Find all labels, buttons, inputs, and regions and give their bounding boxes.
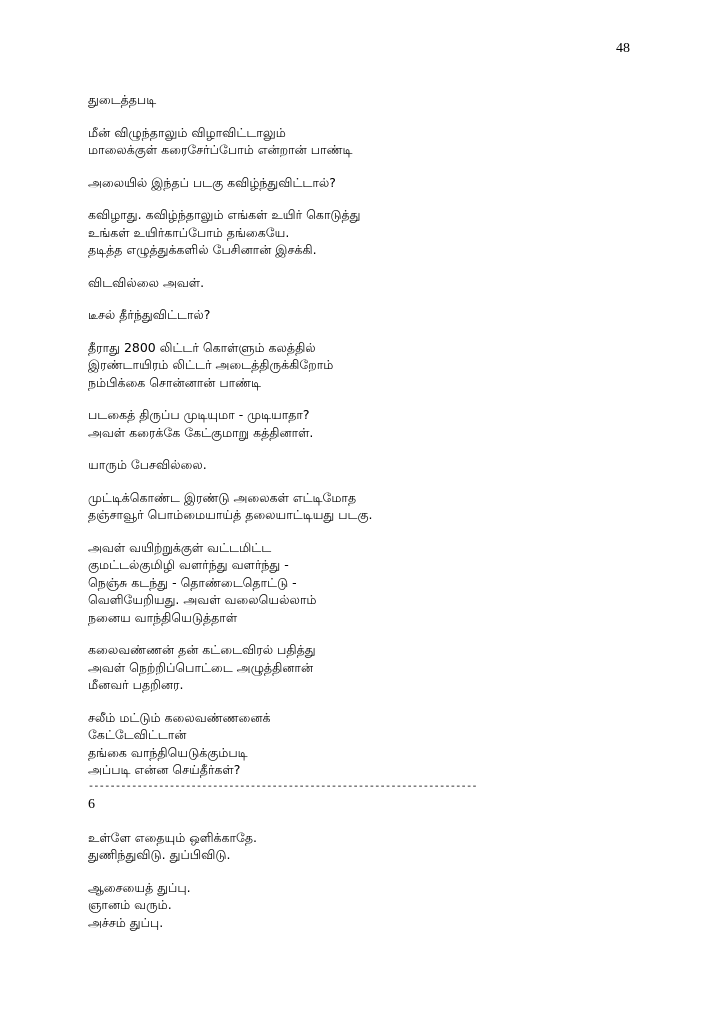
poem-line: நெஞ்சு கடந்து - தொண்டைதொட்டு - [88, 574, 297, 590]
poem-line: ஆசையைத் துப்பு. [88, 879, 191, 895]
stanza-gap [88, 694, 648, 709]
stanza-gap [88, 109, 648, 124]
poem-line: யாரும் பேசவில்லை. [88, 457, 207, 472]
poem-line: நம்பிக்கை சொன்னான் பாண்டி [88, 374, 262, 390]
poem-line: துணிந்துவிடு. துப்பிவிடு. [88, 847, 231, 862]
section-separator: ------------------------------------------------------------------------ [88, 781, 477, 793]
page-number: 48 [616, 41, 630, 56]
poem-line: கேட்டேவிட்டான் [88, 727, 187, 742]
poem-line: அவள் நெற்றிப்பொட்டை அழுத்தினான் [88, 659, 314, 675]
stanza-gap [88, 814, 648, 829]
poem-line: உள்ளே எதையும் ஒளிக்காதே. [88, 829, 258, 845]
stanza-gap [88, 259, 648, 274]
poem-line: முட்டிக்கொண்ட இரண்டு அலைகள் எட்டிமோத [88, 489, 357, 505]
poem-line: விடவில்லை அவள். [88, 274, 205, 290]
stanza-gap [88, 159, 648, 174]
poem-line: மீன் விழுந்தாலும் விழாவிட்டாலும் [88, 124, 286, 140]
stanza-gap [88, 191, 648, 206]
poem-line: தஞ்சாவூர் பொம்மையாய்த் தலையாட்டியது படகு. [88, 507, 373, 522]
stanza-gap [88, 524, 648, 539]
poem-line: அவள் வயிற்றுக்குள் வட்டமிட்ட [88, 539, 272, 555]
stanza [88, 339, 648, 392]
poem-line: குமட்டல்குமிழி வளர்ந்து வளர்ந்து - [88, 557, 289, 572]
stanza [88, 829, 648, 864]
poem-line: நனைய வாந்தியெடுத்தாள் [88, 609, 238, 625]
poem-line: படகைத் திருப்ப முடியுமா - முடியாதா? [88, 407, 310, 422]
poem-line: இரண்டாயிரம் லிட்டர் அடைத்திருக்கிறோம் [88, 357, 334, 372]
poem-body [88, 91, 648, 931]
poem-line: மாலைக்குள் கரைசேர்ப்போம் என்றான் பாண்டி [88, 142, 353, 157]
stanza-gap [88, 441, 648, 456]
poem-line: அவள் கரைக்கே கேட்குமாறு கத்தினாள். [88, 424, 314, 440]
stanza [88, 306, 648, 324]
poem-line: சலீம் மட்டும் கலைவண்ணனைக் [88, 709, 271, 725]
stanza [88, 124, 648, 159]
stanza [88, 709, 648, 779]
stanza [88, 456, 648, 474]
stanza [88, 91, 648, 109]
poem-line: துடைத்தபடி [88, 92, 157, 107]
stanza [88, 406, 648, 441]
poem-line: தங்கை வாந்தியெடுக்கும்படி [88, 744, 248, 760]
poem-line: அலையில் இந்தப் படகு கவிழ்ந்துவிட்டால்? [88, 174, 336, 190]
poem-line: கவிழாது. கவிழ்ந்தாலும் எங்கள் உயிர் கொடுத்து [88, 207, 361, 222]
stanza-gap [88, 474, 648, 489]
stanza [88, 539, 648, 627]
stanza-gap [88, 324, 648, 339]
poem-line: அச்சம் துப்பு. [88, 914, 164, 930]
stanza [88, 641, 648, 694]
poem-line: டீசல் தீர்ந்துவிட்டால்? [88, 307, 211, 322]
stanza [88, 274, 648, 292]
poem-line: அப்படி என்ன செய்தீர்கள்? [88, 762, 241, 777]
poem-line: தடித்த எழுத்துக்களில் பேசினான் இசக்கி. [88, 242, 317, 257]
poem-line: வெளியேறியது. அவள் வலையெல்லாம் [88, 592, 317, 607]
poem-line: கலைவண்ணன் தன் கட்டைவிரல் பதித்து [88, 642, 316, 657]
section-number: 6 [88, 797, 95, 812]
poem-line: தீராது 2800 லிட்டர் கொள்ளும் கலத்தில் [88, 339, 316, 355]
poem-line: ஞானம் வரும். [88, 897, 172, 912]
poem-line: உங்கள் உயிர்காப்போம் தங்கையே. [88, 224, 290, 240]
poem-line: மீனவர் பதறினர. [88, 677, 184, 692]
stanza-gap [88, 291, 648, 306]
stanza-gap [88, 626, 648, 641]
stanza-gap [88, 864, 648, 879]
stanza [88, 489, 648, 524]
stanza [88, 206, 648, 259]
stanza [88, 879, 648, 932]
stanza-gap [88, 391, 648, 406]
stanza [88, 174, 648, 192]
